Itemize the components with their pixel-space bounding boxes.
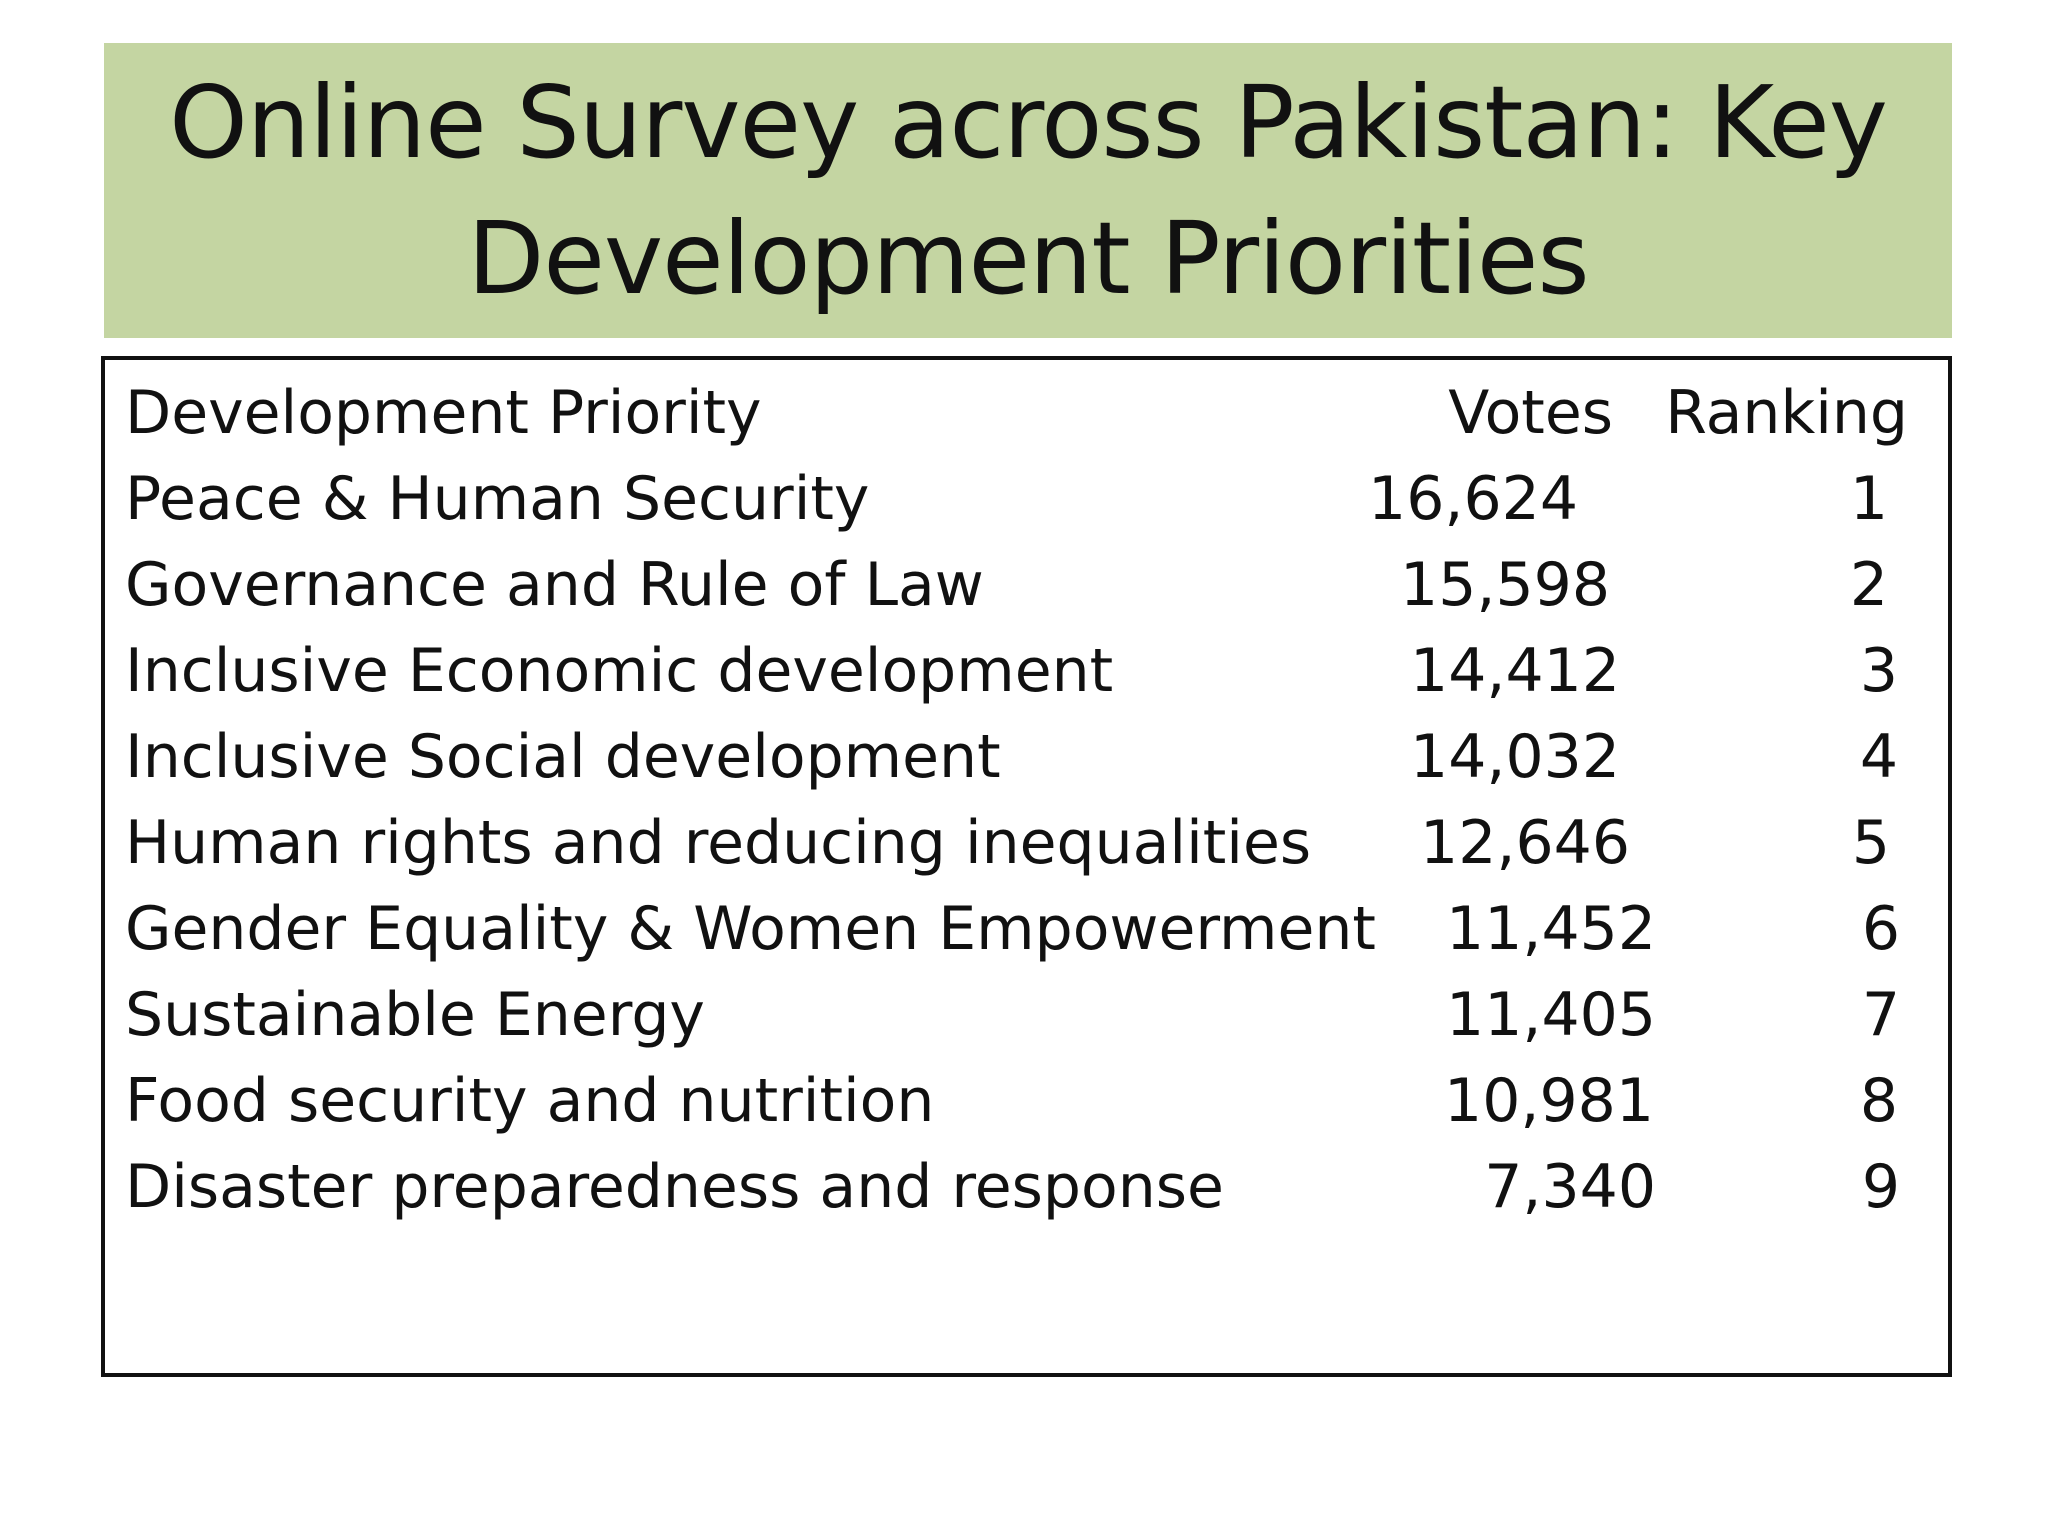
header-votes: Votes: [1448, 378, 1613, 448]
table-row: [105, 1058, 1948, 1144]
votes-cell: 14,412: [1410, 636, 1620, 706]
votes-cell: 16,624: [1368, 464, 1578, 534]
ranking-cell: 9: [1861, 1152, 1900, 1222]
ranking-cell: 5: [1851, 808, 1890, 878]
ranking-cell: 2: [1849, 550, 1888, 620]
ranking-cell: 6: [1861, 894, 1900, 964]
title-banner: [104, 43, 1952, 338]
table-row: [105, 714, 1948, 800]
votes-cell: 12,646: [1420, 808, 1630, 878]
table-row: [105, 972, 1948, 1058]
votes-cell: 11,452: [1446, 894, 1656, 964]
priorities-table: [101, 356, 1952, 1377]
table-row: [105, 1144, 1948, 1230]
table-row: [105, 800, 1948, 886]
priority-cell: Food security and nutrition: [125, 1066, 935, 1136]
table-row: [105, 542, 1948, 628]
table-row: [105, 456, 1948, 542]
priority-cell: Governance and Rule of Law: [125, 550, 984, 620]
table-row: [105, 628, 1948, 714]
votes-cell: 15,598: [1400, 550, 1610, 620]
slide-title: [169, 55, 1887, 327]
ranking-cell: 7: [1861, 980, 1900, 1050]
priority-cell: Inclusive Social development: [125, 722, 1001, 792]
priority-cell: Human rights and reducing inequalities: [125, 808, 1312, 878]
priority-cell: Inclusive Economic development: [125, 636, 1114, 706]
header-ranking: Ranking: [1665, 378, 1908, 448]
table-row: [105, 886, 1948, 972]
priority-cell: Sustainable Energy: [125, 980, 705, 1050]
title-line-1: Online Survey across Pakistan: Key: [169, 63, 1887, 181]
votes-cell: 11,405: [1446, 980, 1656, 1050]
votes-cell: 10,981: [1444, 1066, 1654, 1136]
title-line-2: Development Priorities: [467, 199, 1589, 317]
votes-cell: 7,340: [1484, 1152, 1656, 1222]
priority-cell: Disaster preparedness and response: [125, 1152, 1224, 1222]
priority-cell: Peace & Human Security: [125, 464, 870, 534]
ranking-cell: 4: [1859, 722, 1898, 792]
table-header-row: [105, 370, 1948, 456]
header-priority: Development Priority: [125, 378, 762, 448]
ranking-cell: 8: [1859, 1066, 1898, 1136]
ranking-cell: 1: [1849, 464, 1888, 534]
ranking-cell: 3: [1859, 636, 1898, 706]
votes-cell: 14,032: [1410, 722, 1620, 792]
priority-cell: Gender Equality & Women Empowerment: [125, 894, 1376, 964]
